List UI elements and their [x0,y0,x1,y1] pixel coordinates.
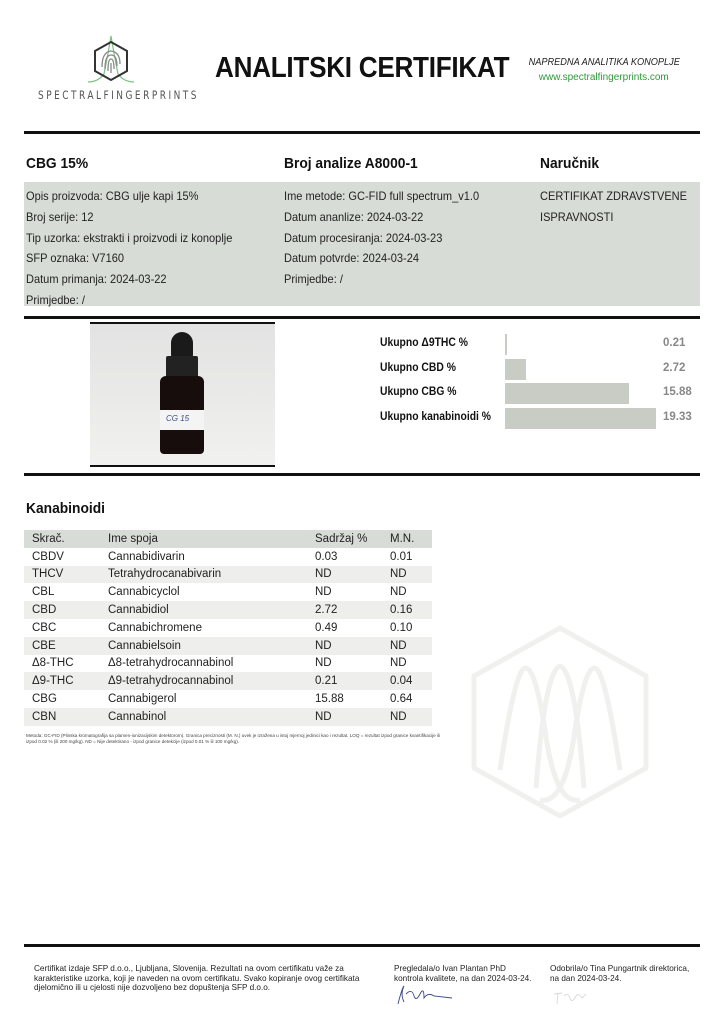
cell-abbrev: THCV [32,568,64,581]
fingerprint-hexagon-logo-icon [88,34,134,88]
tagline-text: NAPREDNA ANALITIKA KONOPLJE [528,57,680,68]
cell-abbrev: CBN [32,710,57,723]
table-row [24,708,432,726]
cell-precision: ND [390,568,407,581]
sample-type: Tip uzorka: ekstrakti i proizvodi iz konoplje [26,230,233,245]
dropper-collar [166,356,198,378]
batch-number: Broj serije: 12 [26,209,94,224]
col-abbrev: Skrač. [32,532,65,545]
cell-precision: 0.64 [390,693,413,706]
cell-name: Tetrahydrocanabivarin [108,568,222,581]
received-date: Datum primanja: 2024-03-22 [26,272,167,287]
footer-disclaimer: Certifikat izdaje SFP d.o.o., Ljubljana, Slovenija. Rezultati na ovom certifikatu važe za karakteristike uzorka, koji je naveden na ovom certifikatu. Svako kopiranje ovog certifikata djelomično ili u cjelosti nije dozvoljeno bez dopuštenja SFP d.o.o. [34,964,360,993]
bottle-label: CG 15 [160,410,204,430]
cell-content: ND [315,710,332,723]
cell-precision: 0.10 [390,621,413,634]
total-row-cbd [380,359,710,384]
total-value: 19.33 [663,410,692,423]
col-compound-name: Ime spoja [108,532,158,545]
cell-content: 0.49 [315,621,338,634]
divider-rule [24,316,700,319]
col-precision: M.N. [390,532,415,545]
total-value: 15.88 [663,386,692,398]
product-description: Opis proizvoda: CBG ulje kapi 15% [26,189,199,203]
total-row-cbg [380,383,710,408]
method-footnote: Metoda: GC-FID (Plinska kromatografija sa plamen-ionizacijskim detektorom). Granica preciznosti (M. N.) uvek je izražena u istoj mjernoj jedinici kao i rezultat. LOQ = rezultat izpod granice kvantifikacije ili izpod 0.02 % (ili 200 mg/kg). ND = Nije detektirano - izpod granice detekcije (izpod 0.01 % ili 100 mg/kg). [26,733,440,744]
info-panel [24,182,700,306]
cell-precision: 0.04 [390,675,413,688]
divider-rule [24,944,700,947]
client-details [540,186,687,228]
cell-abbrev: CBG [32,693,57,706]
cell-abbrev: CBC [32,621,57,634]
table-row [24,672,432,690]
cell-name: Cannabichromene [108,621,202,634]
total-label: Ukupno CBD % [380,361,456,374]
table-row [24,637,432,655]
cell-precision: 0.16 [390,604,413,617]
website-link[interactable]: www.spectralfingerprints.com [538,72,669,83]
cell-precision: 0.01 [390,550,413,563]
cell-name: Cannabielsoin [108,639,181,652]
cell-name: Δ8-tetrahydrocannabinol [108,657,234,670]
total-bar [505,383,629,404]
divider-rule [24,131,700,134]
cell-content: 2.72 [315,604,338,617]
processing-date: Datum procesiranja: 2024-03-23 [284,230,443,245]
client-line-1: CERTIFIKAT ZDRAVSTVENE [540,189,688,203]
cell-abbrev: CBE [32,639,56,652]
cell-name: Cannabidivarin [108,550,185,563]
cell-abbrev: CBD [32,604,57,617]
product-heading: CBG 15% [26,155,89,172]
total-label: Ukupno CBG % [380,386,457,398]
total-row-cannabinoids [380,408,710,433]
divider-rule [24,473,700,476]
cannabinoids-table [24,530,432,726]
client-heading: Naručnik [540,155,600,172]
analysis-remarks: Primjedbe: / [284,272,343,287]
table-row [24,619,432,637]
analysis-number-heading: Broj analize A8000-1 [284,155,418,172]
confirmation-date: Datum potvrde: 2024-03-24 [284,251,420,266]
cell-content: 0.21 [315,675,338,688]
total-value: 2.72 [663,361,686,374]
table-row [24,655,432,673]
analysis-details [284,186,479,290]
cell-name: Cannabinol [108,710,167,723]
total-bar [505,408,656,429]
total-label: Ukupno Δ9THC % [380,337,468,349]
company-logo [30,34,199,108]
table-row [24,690,432,708]
cell-abbrev: Δ9-THC [32,675,74,688]
method-name: Ime metode: GC-FID full spectrum_v1.0 [284,189,480,203]
totals-bar-chart [380,334,710,432]
total-bar [505,334,507,355]
cell-abbrev: CBDV [32,550,64,563]
client-line-2: ISPRAVNOSTI [540,209,614,224]
cell-content: ND [315,568,332,581]
approved-by: Odobrila/o Tina Pungartnik direktorica, na dan 2024-03-24. [550,964,690,983]
cell-precision: ND [390,657,407,670]
table-row [24,566,432,584]
cell-content: 0.03 [315,550,338,563]
cell-precision: ND [390,710,407,723]
table-row [24,601,432,619]
cell-content: ND [315,586,332,599]
product-details [26,186,232,311]
sfp-code: SFP oznaka: V7160 [26,251,125,266]
table-header-row [24,530,432,548]
total-label: Ukupno kanabinoidi % [380,410,491,423]
approver-signature-icon [552,988,592,1006]
col-content: Sadržaj % [315,532,368,545]
total-row-thc [380,334,710,359]
cell-precision: ND [390,639,407,652]
cell-precision: ND [390,586,407,599]
document-title: ANALITSKI CERTIFIKAT [215,52,510,84]
cannabinoids-section-title: Kanabinoidi [26,500,105,517]
cell-name: Cannabicyclol [108,586,180,599]
cell-abbrev: Δ8-THC [32,657,74,670]
reviewer-signature-icon [394,984,454,1006]
analysis-date: Datum ananlize: 2024-03-22 [284,209,424,224]
cell-name: Cannabigerol [108,693,177,706]
product-photo [90,322,275,467]
table-row [24,548,432,566]
total-bar [505,359,526,380]
product-remarks: Primjedbe: / [26,292,85,307]
reviewed-by: Pregledala/o Ivan Plantan PhD kontrola kvalitete, na dan 2024-03-24. [394,964,532,983]
cell-content: ND [315,657,332,670]
header-tagline-block [522,57,687,83]
cell-content: ND [315,639,332,652]
table-row [24,583,432,601]
cell-name: Cannabidiol [108,604,169,617]
cell-abbrev: CBL [32,586,55,599]
total-value: 0.21 [663,337,686,349]
dropper-bulb [171,332,193,358]
logo-wordmark: SPECTRALFINGERPRINTS [38,88,199,102]
cell-content: 15.88 [315,693,344,706]
cell-name: Δ9-tetrahydrocannabinol [108,675,234,688]
watermark-logo-icon [460,600,660,825]
